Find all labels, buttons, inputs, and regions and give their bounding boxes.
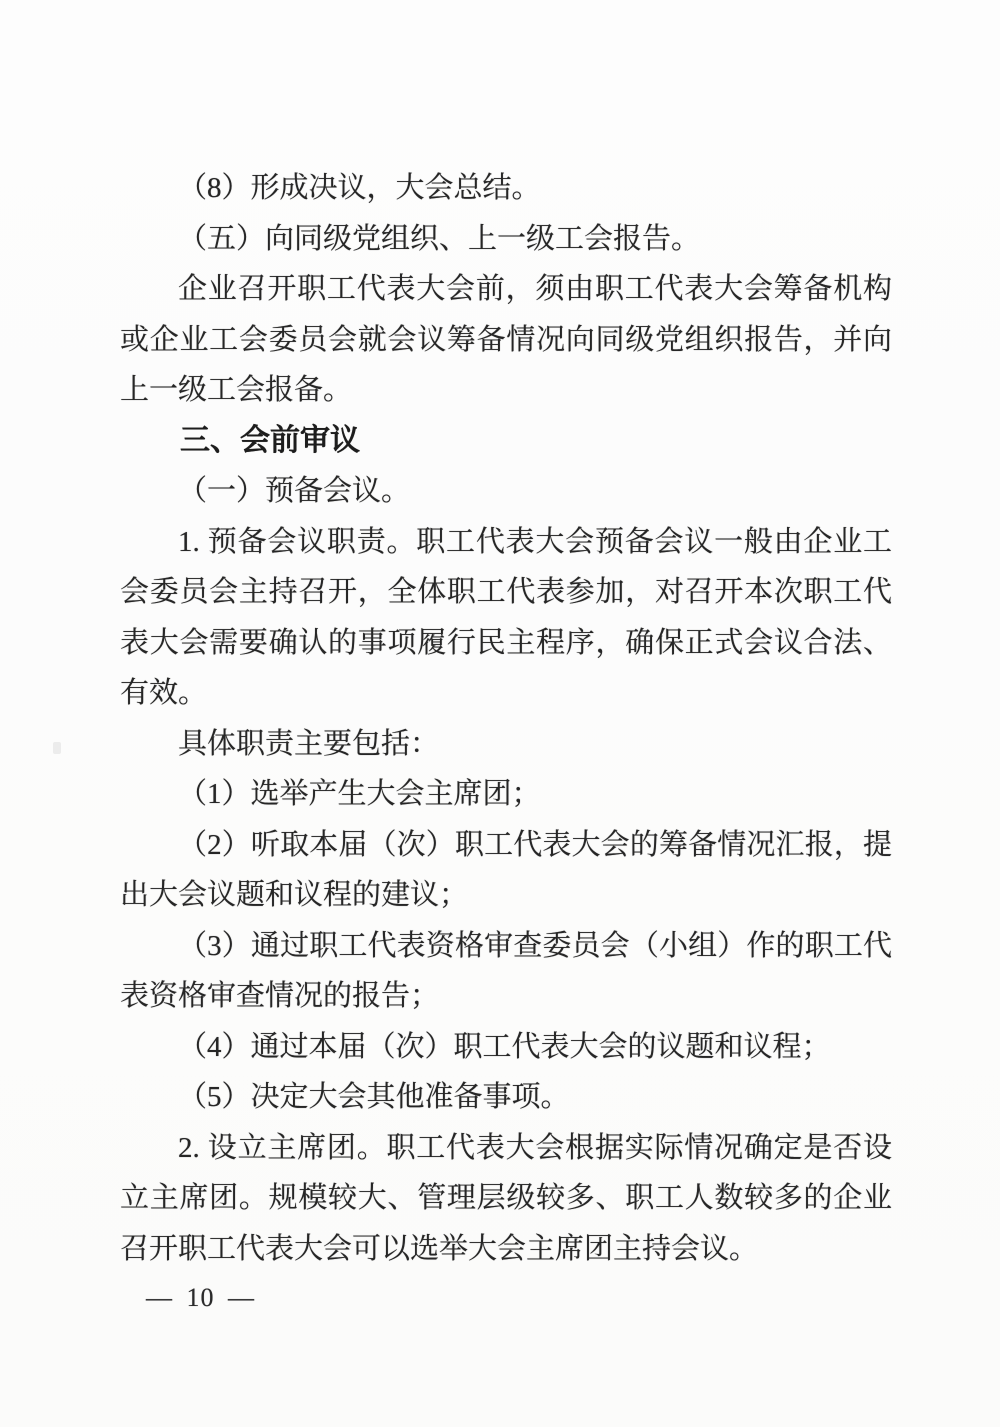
paragraph-section-five-report: （五）向同级党组织、上一级工会报告。 [178, 222, 701, 255]
list-item-3-qualification-review-report: （3）通过职工代表资格审查委员会（小组）作的职工代表资格审查情况的报告； [120, 929, 892, 1012]
paragraph-report-requirement: 企业召开职工代表大会前，须由职工代表大会筹备机构或企业工会委员会就会议筹备情况向同级党组织报告，并向上一级工会报备。 [120, 273, 892, 406]
list-item-4-approve-topics-agenda: （4）通过本届（次）职工代表大会的议题和议程； [178, 1030, 831, 1063]
list-item-5-other-preparations: （5）决定大会其他准备事项。 [178, 1081, 570, 1113]
scan-artifact-mark [53, 742, 61, 754]
paragraph-agenda-item-8: （8）形成决议，大会总结。 [178, 172, 541, 204]
paragraph-preparatory-meeting-title: （一）预备会议。 [178, 475, 411, 507]
document-body [120, 163, 892, 1274]
section-heading-pre-meeting-review: 三、会前审议 [180, 423, 360, 457]
paragraph-duties-intro: 具体职责主要包括： [178, 727, 440, 760]
paragraph-preparatory-meeting-duties: 1. 预备会议职责。职工代表大会预备会议一般由企业工会委员会主持召开，全体职工代表参加，对召开本次职工代表大会需要确认的事项履行民主程序，确保正式会议合法、有效。 [120, 525, 892, 709]
page-number: — 10 — [146, 1283, 255, 1312]
list-item-2-hear-preparation-report: （2）听取本届（次）职工代表大会的筹备情况汇报，提出大会议题和议程的建议； [120, 828, 892, 911]
list-item-1-elect-presidium: （1）选举产生大会主席团； [178, 778, 541, 810]
paragraph-establish-presidium: 2. 设立主席团。职工代表大会根据实际情况确定是否设立主席团。规模较大、管理层级较多、职工人数较多的企业召开职工代表大会可以选举大会主席团主持会议。 [120, 1131, 892, 1265]
